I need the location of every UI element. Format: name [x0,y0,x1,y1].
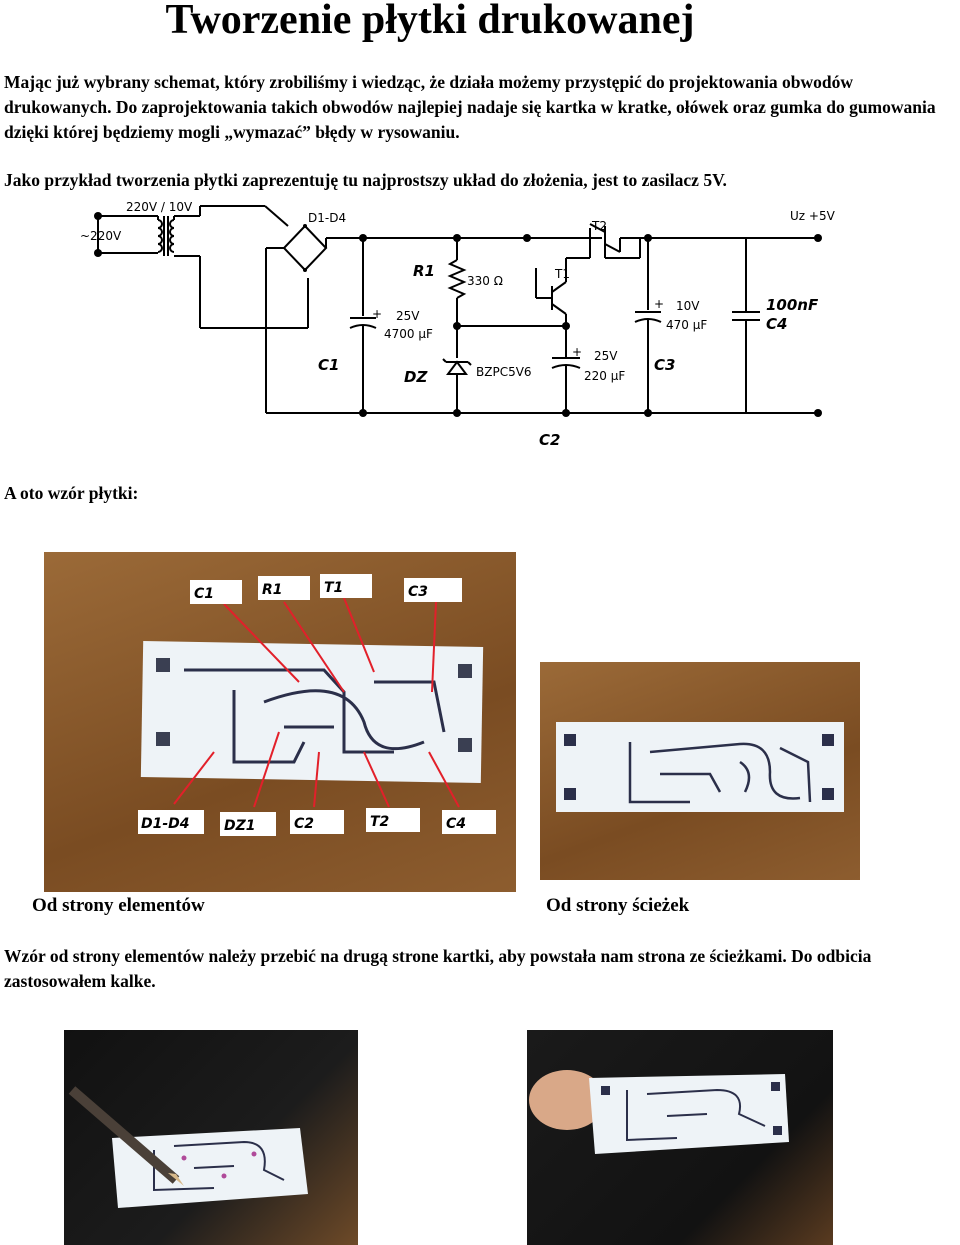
board-photo-traces [540,662,860,880]
board-label-c2: C2 [294,816,315,832]
t2-label: T2 [592,219,607,233]
c2-plus: + [572,345,583,359]
transformer-label: 220V / 10V [126,200,193,214]
board-label-r1: R1 [262,582,283,598]
tracing-photo-hand [527,1030,833,1245]
r1-value: 330 Ω [467,274,503,288]
board-label-c3: C3 [408,584,429,600]
c4-value: 100nF [766,296,819,314]
c1-plus: + [372,307,383,321]
board-label-t1: T1 [324,580,344,596]
example-paragraph: Jako przykład tworzenia płytki zaprezentuję tu najprostszy układ do złożenia, jest to zasilacz 5V. [4,170,727,190]
board-heading: A oto wzór płytki: [4,483,139,503]
c2-value: 220 µF [584,369,626,383]
board-photo-components [44,552,516,892]
output-label: Uz +5V [790,209,835,223]
transfer-paragraph: Wzór od strony elementów należy przebić na drugą strone kartki, aby powstała nam strona ze ścieżkami. Do odbicia zastosowałem kalke. [4,946,872,991]
c3-label: C3 [654,356,676,374]
c2-voltage: 25V [594,349,618,363]
c1-voltage: 25V [396,309,420,323]
c3-plus: + [654,297,665,311]
c3-value: 470 µF [666,318,708,332]
board-label-dz1: DZ1 [224,818,256,834]
board-label-c1: C1 [194,586,215,602]
board-label-c4: C4 [446,816,467,832]
board-label-t2: T2 [370,814,390,830]
c2-label: C2 [539,431,561,449]
intro-paragraph: Mając już wybrany schemat, który zrobiliśmy i wiedząc, że działa możemy przystępić do projektowania obwodów drukowanych. Do zaprojektowania takich obwodów najlepiej nadaje się kartka w kratke, ołówek oraz gumka do gumowania dzięki której będziemy mogli „wymazać” błędy w rysowaniu. [4,72,936,142]
page-title: Tworzenie płytki drukowanej [165,0,695,43]
bridge-label: D1-D4 [308,211,347,225]
dz-label: DZ [404,368,428,386]
caption-components: Od strony elementów [32,895,205,916]
c4-label: C4 [766,315,788,333]
board-label-d1d4: D1-D4 [141,816,190,832]
r1-label: R1 [413,262,435,280]
circuit-schematic [60,198,850,453]
t1-label: T1 [555,267,570,281]
c1-label: C1 [318,356,340,374]
mains-label: ~220V [80,229,122,243]
c3-voltage: 10V [676,299,700,313]
c1-value: 4700 µF [384,327,433,341]
tracing-photo-pencil [64,1030,358,1245]
caption-traces: Od strony ścieżek [546,895,690,916]
dz-part: BZPC5V6 [476,365,532,379]
